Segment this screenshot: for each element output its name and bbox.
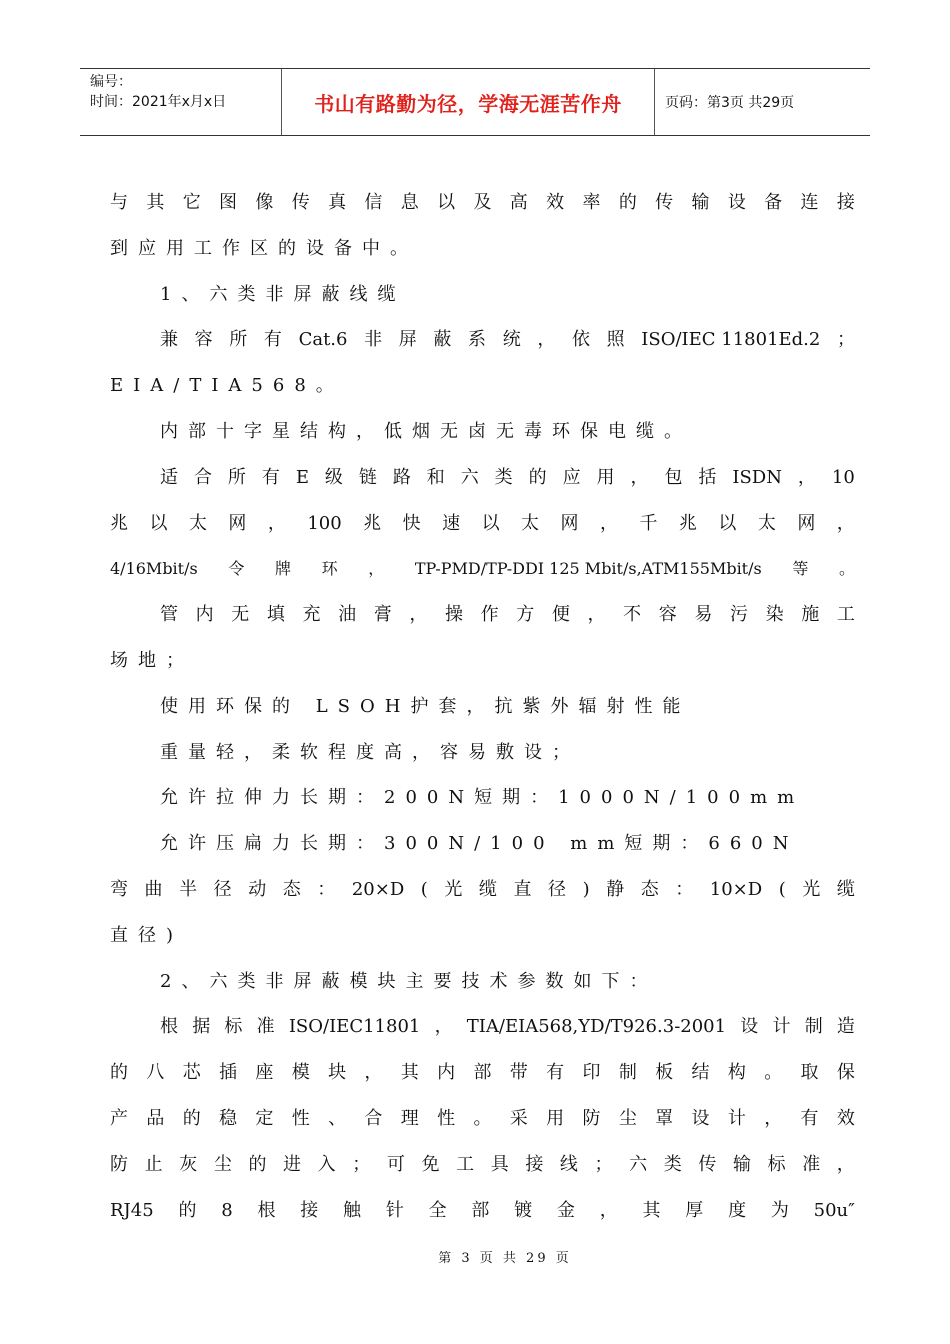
body-line: 弯 曲 半 径 动 态 ： 20×D ( 光 缆 直 径 ) 静 态 ： 10×D ( 光 缆 <box>110 878 855 900</box>
body-line: RJ45 的 8 根 接 触 针 全 部 镀 金 ， 其 厚 度 为 50u″ <box>110 1199 855 1221</box>
body-line: 根 据 标 准 ISO/IEC11801 ， TIA/EIA568,YD/T926.3-2001 设 计 制 造 <box>160 1016 855 1038</box>
body-line: 2、六类非屏蔽模块主要技术参数如下： <box>160 970 658 992</box>
body-line: 的 八 芯 插 座 模 块 ， 其 内 部 带 有 印 制 板 结 构 。 取 保 <box>110 1062 855 1084</box>
body-line: 1、六类非屏蔽线缆 <box>160 283 406 305</box>
body-line: 允许拉伸力长期：200N短期：1000N/100mm <box>160 787 805 809</box>
body-line: 到应用工作区的设备中。 <box>110 237 418 259</box>
body-line: 适 合 所 有 E 级 链 路 和 六 类 的 应 用 ， 包 括 ISDN ， 10 <box>160 466 855 488</box>
body-line: 内部十字星结构，低烟无卤无毒环保电缆。 <box>160 420 692 442</box>
body-line: 使用环保的 LSOH护套，抗紫外辐射性能 <box>160 695 691 717</box>
header-motto-cell <box>282 69 655 135</box>
header-page-cell <box>655 69 870 135</box>
body-line: 防 止 灰 尘 的 进 入 ； 可 免 工 具 接 线 ； 六 类 传 输 标 准 ， <box>110 1153 855 1175</box>
body-lines <box>110 180 855 1233</box>
body-line: 兆 以 太 网 ， 100 兆 快 速 以 太 网 ， 千 兆 以 太 网 ， <box>110 512 855 534</box>
header-table <box>80 68 870 136</box>
body-line: 管 内 无 填 充 油 膏 ， 操 作 方 便 ， 不 容 易 污 染 施 工 <box>160 604 855 626</box>
body-line: 4/16Mbit/s 令 牌 环 ， TP-PMD/TP-DDI 125 Mbit/s,ATM155Mbit/s 等 。 <box>110 559 855 579</box>
body-line: 直径) <box>110 924 184 946</box>
body-line: EIA/TIA568。 <box>110 375 344 397</box>
body-line: 与 其 它 图 像 传 真 信 息 以 及 高 效 率 的 传 输 设 备 连 接 <box>110 192 855 213</box>
body-line: 兼 容 所 有 Cat.6 非 屏 蔽 系 统 ， 依 照 ISO/IEC 11801Ed.2 ； <box>160 329 855 351</box>
body-line: 允许压扁力长期：300N/100 mm短期：660N <box>160 833 799 855</box>
date-label: 时间：2021年x月x日 <box>90 94 227 110</box>
motto: 书山有路勤为径，学海无涯苦作舟 <box>314 91 622 116</box>
page-footer: 第 3 页 共 29 页 <box>438 1251 572 1266</box>
body-line: 产 品 的 稳 定 性 、 合 理 性 。 采 用 防 尘 罩 设 计 ， 有 效 <box>110 1107 855 1129</box>
body-line: 重量轻，柔软程度高，容易敷设； <box>160 741 580 763</box>
document-body <box>110 180 855 1233</box>
serial-label: 编号： <box>90 74 132 90</box>
body-line: 场地； <box>110 649 194 671</box>
header-meta-cell <box>80 69 282 135</box>
page-info: 页码：第3页 共29页 <box>665 95 795 111</box>
